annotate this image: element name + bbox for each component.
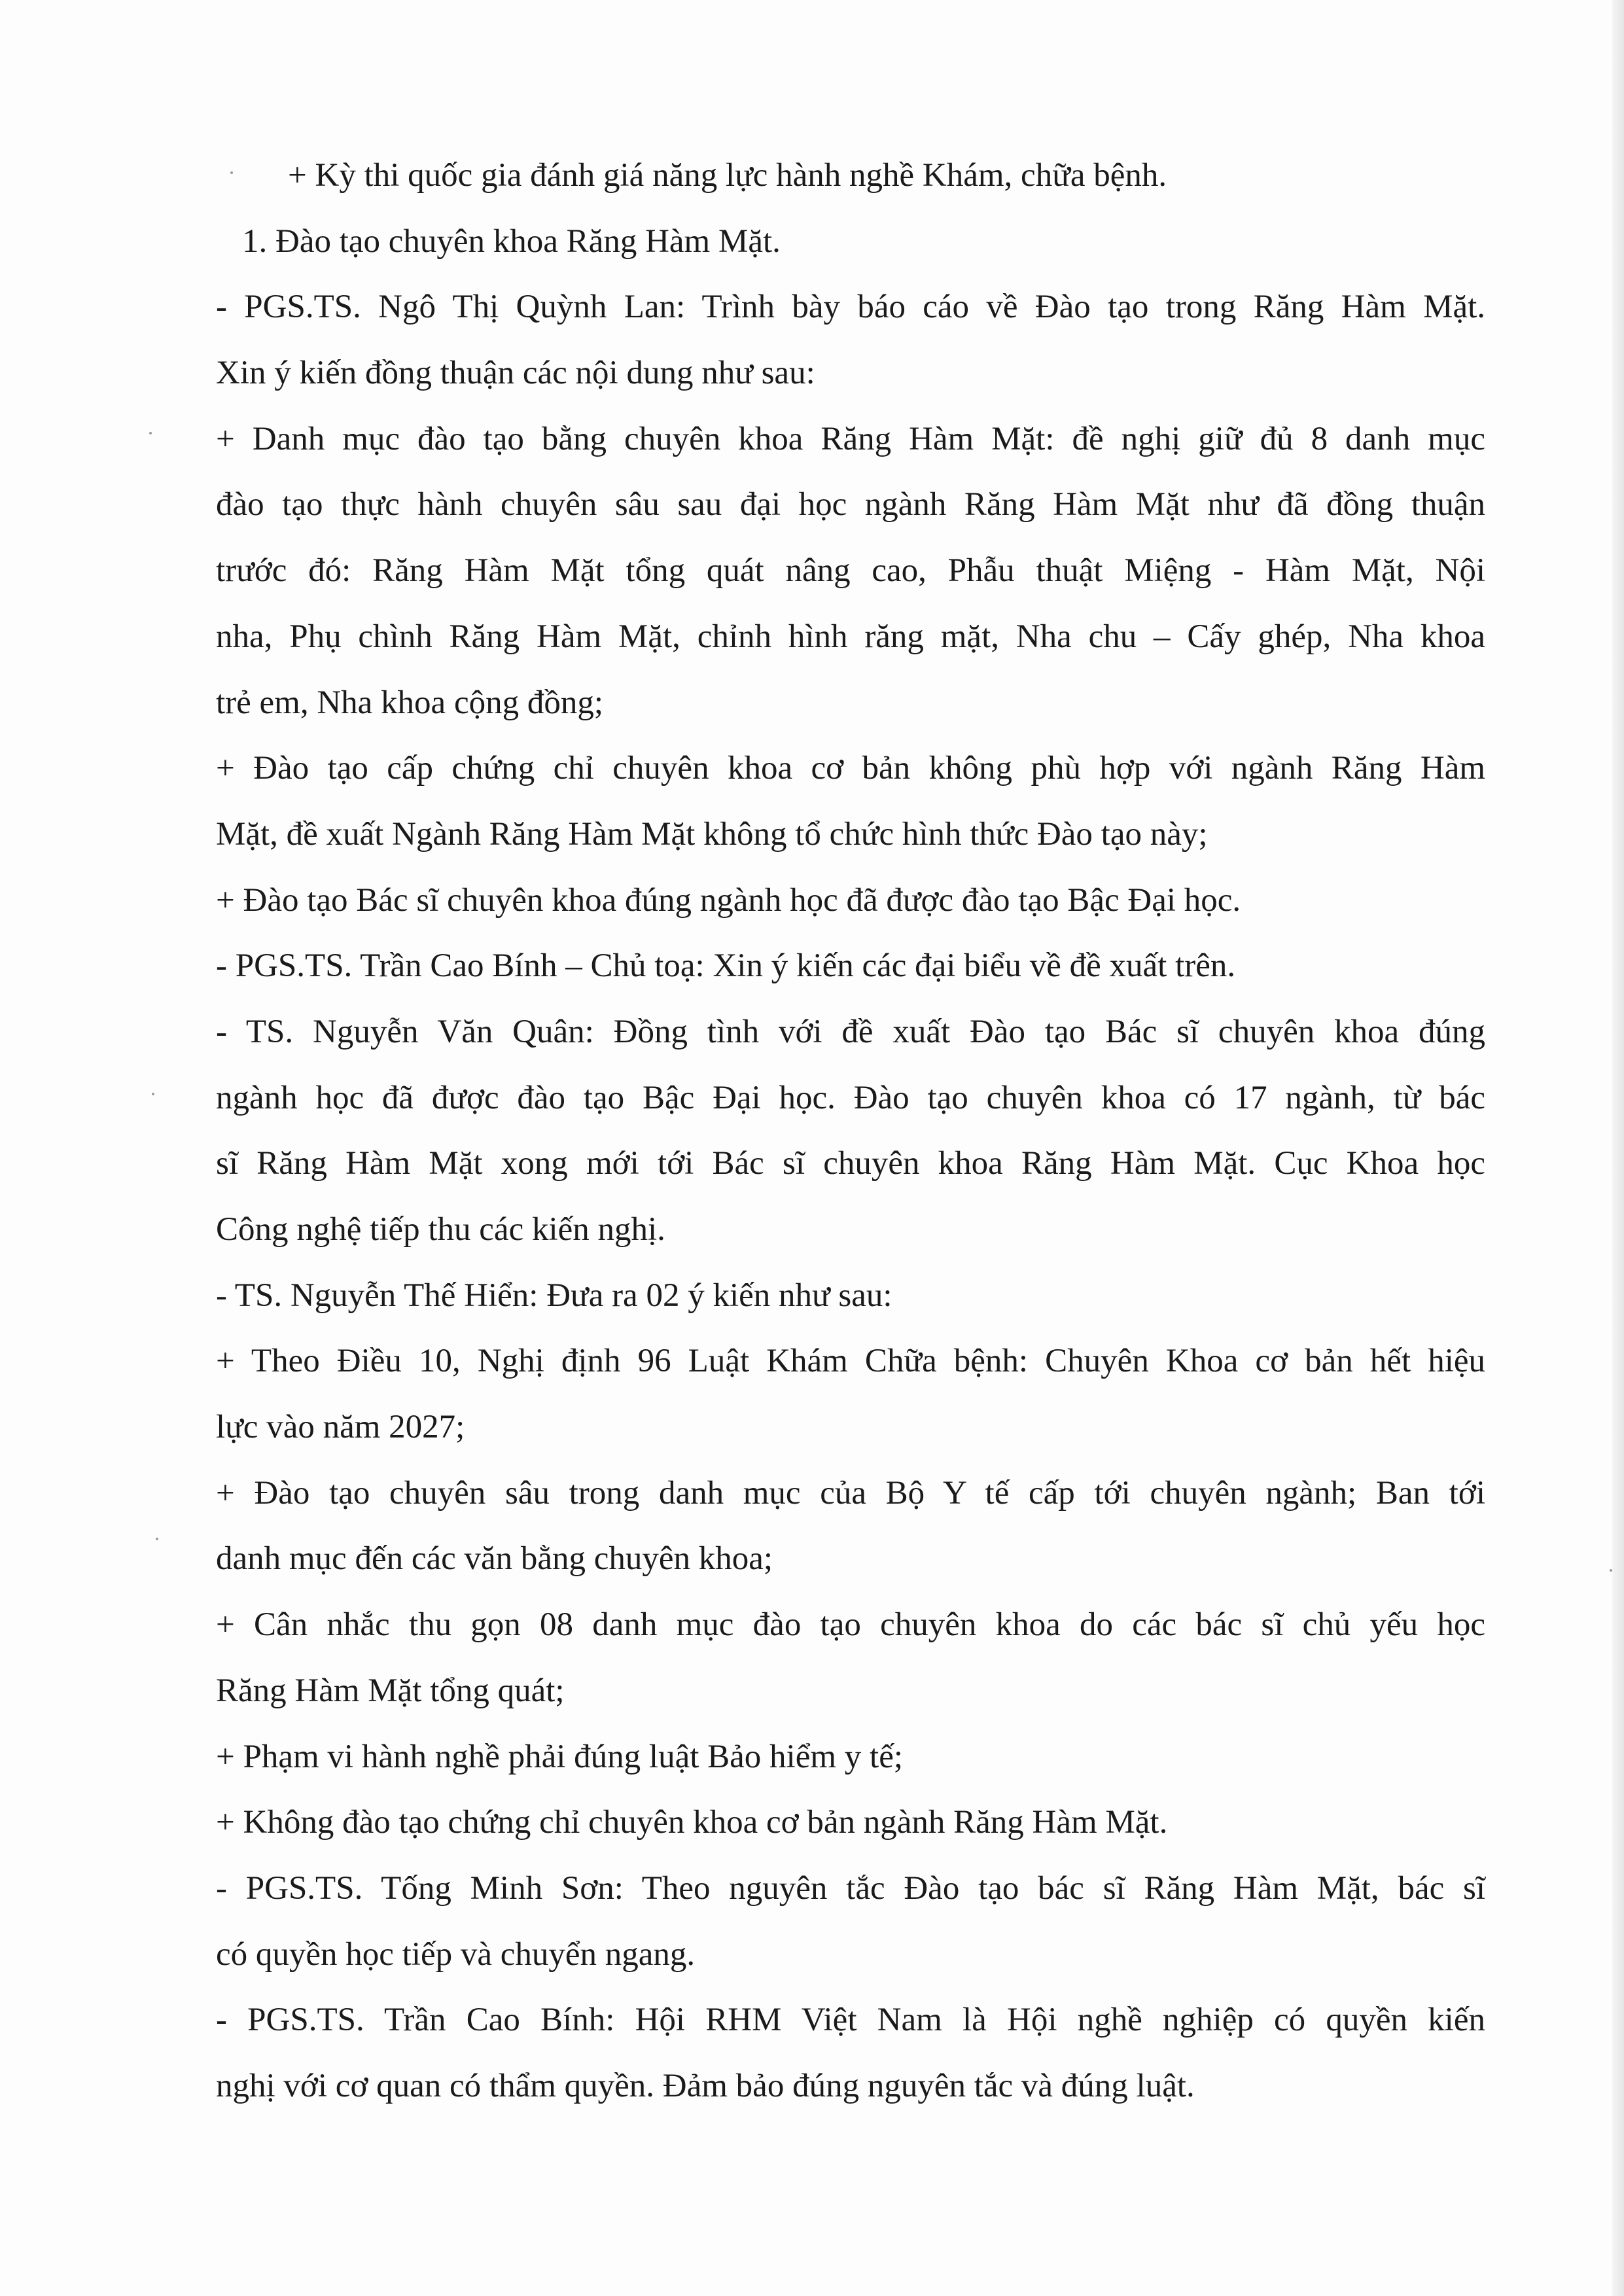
text-line: đào tạo thực hành chuyên sâu sau đại học ngành Răng Hàm Mặt như đã đồng thuận (216, 486, 1485, 523)
text-line: + Phạm vi hành nghề phải đúng luật Bảo hiểm y tế; (216, 1738, 904, 1775)
text-line: Mặt, đề xuất Ngành Răng Hàm Mặt không tổ chức hình thức Đào tạo này; (216, 815, 1208, 853)
text-line: lực vào năm 2027; (216, 1409, 465, 1446)
text-line: + Cân nhắc thu gọn 08 danh mục đào tạo chuyên khoa do các bác sĩ chủ yếu học (216, 1606, 1485, 1644)
text-line: - PGS.TS. Trần Cao Bính – Chủ toạ: Xin ý kiến các đại biểu về đề xuất trên. (216, 947, 1236, 985)
text-line: - TS. Nguyễn Thế Hiển: Đưa ra 02 ý kiến như sau: (216, 1277, 892, 1314)
text-line: danh mục đến các văn bằng chuyên khoa; (216, 1540, 773, 1578)
text-line: - PGS.TS. Tống Minh Sơn: Theo nguyên tắc Đào tạo bác sĩ Răng Hàm Mặt, bác sĩ (216, 1869, 1485, 1907)
text-line: - PGS.TS. Ngô Thị Quỳnh Lan: Trình bày báo cáo về Đào tạo trong Răng Hàm Mặt. (216, 289, 1485, 326)
text-line: Xin ý kiến đồng thuận các nội dung như sau: (216, 355, 815, 392)
text-line: có quyền học tiếp và chuyển ngang. (216, 1935, 696, 1973)
text-line: trẻ em, Nha khoa cộng đồng; (216, 684, 604, 721)
text-line: + Đào tạo chuyên sâu trong danh mục của Bộ Y tế cấp tới chuyên ngành; Ban tới (216, 1474, 1485, 1511)
text-line: + Đào tạo cấp chứng chỉ chuyên khoa cơ bản không phù hợp với ngành Răng Hàm (216, 750, 1485, 787)
scan-speck (149, 432, 152, 434)
text-line: + Danh mục đào tạo bằng chuyên khoa Răng Hàm Mặt: đề nghị giữ đủ 8 danh mục (216, 420, 1485, 457)
scan-speck (1610, 1569, 1612, 1572)
document-body (216, 143, 1485, 2119)
text-line: + Theo Điều 10, Nghị định 96 Luật Khám Chữa bệnh: Chuyên Khoa cơ bản hết hiệu (216, 1343, 1485, 1380)
scan-speck (156, 1538, 158, 1540)
text-line: nha, Phụ chình Răng Hàm Mặt, chỉnh hình răng mặt, Nha chu – Cấy ghép, Nha khoa (216, 618, 1485, 655)
text-line: nghị với cơ quan có thẩm quyền. Đảm bảo đúng nguyên tắc và đúng luật. (216, 2067, 1195, 2104)
text-line: + Không đào tạo chứng chỉ chuyên khoa cơ bản ngành Răng Hàm Mặt. (216, 1804, 1168, 1841)
text-line: - TS. Nguyễn Văn Quân: Đồng tình với đề xuất Đào tạo Bác sĩ chuyên khoa đúng (216, 1013, 1485, 1050)
text-line: sĩ Răng Hàm Mặt xong mới tới Bác sĩ chuyên khoa Răng Hàm Mặt. Cục Khoa học (216, 1145, 1485, 1182)
text-line: + Đào tạo Bác sĩ chuyên khoa đúng ngành học đã được đào tạo Bậc Đại học. (216, 881, 1241, 919)
scan-speck (152, 1093, 154, 1095)
text-line: trước đó: Răng Hàm Mặt tổng quát nâng cao, Phẫu thuật Miệng - Hàm Mặt, Nội (216, 552, 1485, 590)
section-heading: 1. Đào tạo chuyên khoa Răng Hàm Mặt. (242, 222, 781, 260)
text-line: Răng Hàm Mặt tổng quát; (216, 1672, 565, 1709)
page-edge-shadow (1612, 0, 1624, 2296)
text-line: + Kỳ thi quốc gia đánh giá năng lực hành nghề Khám, chữa bệnh. (288, 157, 1167, 194)
text-line: Công nghệ tiếp thu các kiến nghị. (216, 1211, 665, 1248)
text-line: ngành học đã được đào tạo Bậc Đại học. Đào tạo chuyên khoa có 17 ngành, từ bác (216, 1079, 1485, 1116)
text-line: - PGS.TS. Trần Cao Bính: Hội RHM Việt Nam là Hội nghề nghiệp có quyền kiến (216, 2002, 1485, 2039)
